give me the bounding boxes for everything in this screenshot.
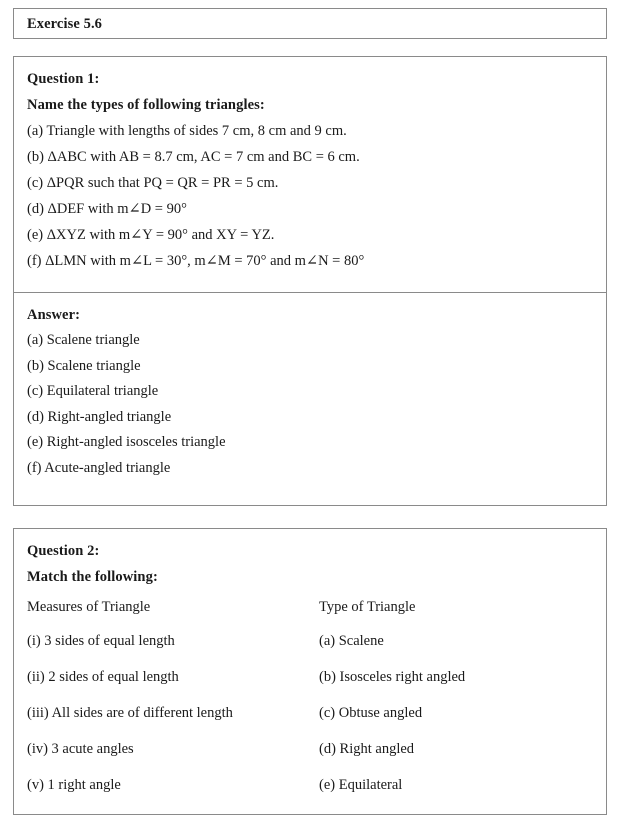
match-column-header-right: Type of Triangle <box>319 599 416 615</box>
answer-1-item-d: (d) Right-angled triangle <box>27 408 172 425</box>
answer-1-cell <box>14 292 606 506</box>
match-measure-i: (i) 3 sides of equal length <box>27 633 175 649</box>
question-1-prompt: Name the types of following triangles: <box>27 97 265 113</box>
match-type-c: (c) Obtuse angled <box>319 705 423 721</box>
table-row <box>27 736 593 772</box>
exercise-title: Exercise 5.6 <box>27 16 103 32</box>
answer-1-item-f: (f) Acute-angled triangle <box>27 459 171 476</box>
question-1-item-d: (d) ΔDEF with m∠D = 90° <box>27 201 187 217</box>
answer-1-item-c: (c) Equilateral triangle <box>27 383 159 399</box>
question-2-cell <box>14 529 606 819</box>
question-1-label: Question 1: <box>27 71 100 87</box>
question-1-item-b: (b) ΔABC with AB = 8.7 cm, AC = 7 cm and BC = 6 cm. <box>27 149 360 165</box>
match-measure-iii: (iii) All sides are of different length <box>27 705 233 721</box>
table-row <box>27 628 593 664</box>
question-1-box <box>13 56 607 506</box>
question-2-box <box>13 528 607 815</box>
match-measure-v: (v) 1 right angle <box>27 777 121 793</box>
question-1-cell <box>14 57 606 292</box>
match-type-d: (d) Right angled <box>319 741 415 757</box>
exercise-title-box <box>13 8 607 39</box>
question-1-item-f: (f) ΔLMN with m∠L = 30°, m∠M = 70° and m∠N = 80° <box>27 253 365 269</box>
answer-1-label: Answer: <box>27 307 81 323</box>
table-row <box>27 700 593 736</box>
table-row <box>27 772 593 808</box>
answer-1-item-a: (a) Scalene triangle <box>27 332 140 348</box>
answer-1-item-e: (e) Right-angled isosceles triangle <box>27 434 226 450</box>
question-1-item-c: (c) ΔPQR such that PQ = QR = PR = 5 cm. <box>27 175 279 191</box>
match-measure-iv: (iv) 3 acute angles <box>27 741 134 757</box>
question-1-item-a: (a) Triangle with lengths of sides 7 cm, 8 cm and 9 cm. <box>27 123 347 139</box>
exercise-title-cell <box>14 9 606 40</box>
question-1-item-e: (e) ΔXYZ with m∠Y = 90° and XY = YZ. <box>27 227 275 243</box>
match-table-header <box>27 594 593 620</box>
table-row <box>27 664 593 700</box>
match-measure-ii: (ii) 2 sides of equal length <box>27 669 179 685</box>
match-type-b: (b) Isosceles right angled <box>319 669 466 685</box>
match-type-a: (a) Scalene <box>319 633 384 649</box>
question-2-prompt: Match the following: <box>27 569 158 585</box>
answer-1-item-b: (b) Scalene triangle <box>27 357 141 374</box>
match-type-e: (e) Equilateral <box>319 777 403 793</box>
question-2-label: Question 2: <box>27 543 100 559</box>
match-column-header-left: Measures of Triangle <box>27 599 151 615</box>
match-table-body <box>27 628 593 808</box>
